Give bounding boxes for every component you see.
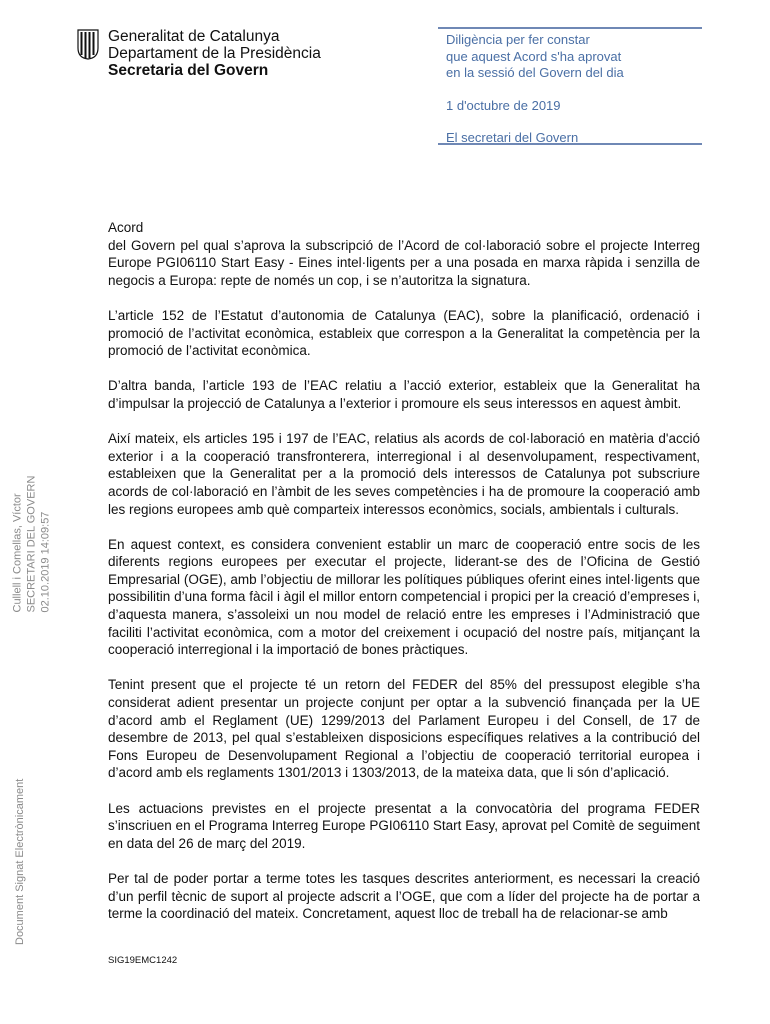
diligence-box <box>438 27 702 145</box>
document-subject: del Govern pel qual s’aprova la subscripció de l’Acord de col·laboració sobre el projecte Interreg Europe PGI06110 Start Easy - Eines intel·ligents per a una posada en marxa ràpida i senzilla de negocis a Europa: repte de només un cop, i se n’autoritza la signatura. <box>108 237 700 288</box>
signer-name: Cullell i Comellas, Víctor <box>11 492 24 612</box>
paragraph: L’article 152 de l’Estatut d’autonomia de Catalunya (EAC), sobre la planificació, ordenació i promoció de l’activitat econòmica, estableix que correspon a la Generalitat la competència per la promoció de l’activitat econòmica. <box>108 307 700 359</box>
electronic-signature-note <box>14 770 34 945</box>
organization-header <box>108 28 321 79</box>
paragraph: En aquest context, es considera convenient establir un marc de cooperació entre socis de les diferents regions europees per executar el projecte, liderant-se des de l’Oficina de Gestió Empresarial (OGE), amb l’objectiu de millorar les polítiques públiques oferint eines intel·ligents que possibilitin d’una forma fàcil i àgil el millor entorn competencial i propici per la creació d’empreses i, d’aquesta manera, s’assoleixi un nou model de relació entre les empreses i l’Administració que faciliti l’activitat econòmica, com a motor del creixement i ocupació del nostre país, mitjançant la cooperació interregional i la importació de bones pràctiques. <box>108 536 700 658</box>
diligence-line-2: que aquest Acord s'ha aprovat <box>446 48 622 64</box>
diligence-line-1: Diligència per fer constar <box>446 32 590 47</box>
catalan-flag-icon <box>76 28 100 60</box>
document-code: SIG19EMC1242 <box>108 955 178 966</box>
signature-stamp <box>12 462 52 612</box>
signature-timestamp: 02.10.2019 14:09:57 <box>39 511 52 612</box>
approval-date: 1 d'octubre de 2019 <box>446 97 561 113</box>
paragraph: D’altra banda, l’article 193 de l’EAC relatiu a l’acció exterior, estableix que la Generalitat ha d’impulsar la projecció de Catalunya a l’exterior i promoure els seus interessos en aquest àmbit. <box>108 378 700 411</box>
diligence-line-3: en la sessió del Govern del dia <box>446 65 624 80</box>
paragraph: Per tal de poder portar a terme totes les tasques descrites anteriorment, es necessari la creació d’un perfil tècnic de suport al projecte adscrit a l’OGE, que com a líder del projecte ha de portar a terme la coordinació del mateix. Concretament, aquest lloc de treball ha de relacionar-se amb <box>108 870 700 922</box>
paragraph: Tenint present que el projecte té un retorn del FEDER del 85% del pressupost elegible s’ha considerat adient presentar un projecte conjunt per optar a la subvenció finançada per la UE d’acord amb el Reglament (UE) 1299/2013 del Parlament Europeu i del Consell, de 17 de desembre de 2013, pel qual s’estableixen disposicions específiques relatives a la contribució del Fons Europeu de Desenvolupament Regional a l’objectiu de cooperació territorial europea i d’acord amb els reglaments 1301/2013 i 1303/2013, de la mateixa data, que li són d’aplicació. <box>108 677 700 781</box>
signer-role: SECRETARI DEL GOVERN <box>25 475 38 612</box>
document-body <box>108 219 700 940</box>
secretary-label: El secretari del Govern <box>446 130 579 145</box>
department-name: Departament de la Presidència <box>108 45 321 62</box>
paragraph: Les actuacions previstes en el projecte presentat a la convocatòria del programa FEDER s’inscriuen en el Programa Interreg Europe PGI06110 Start Easy, aprovat pel Comitè de seguiment en data del 26 de març del 2019. <box>108 800 700 851</box>
org-name: Generalitat de Catalunya <box>108 28 280 45</box>
document-title: Acord <box>108 220 144 235</box>
secretariat-name: Secretaria del Govern <box>108 62 269 79</box>
signed-label: Document Signat Electrònicament <box>14 778 26 945</box>
paragraph: Així mateix, els articles 195 i 197 de l’EAC, relatius als acords de col·laboració en matèria d'acció exterior i a la cooperació transfronterera, interregional i al desenvolupament, respectivament, estableixen que la Generalitat per a la promoció dels interessos de Catalunya pot subscriure acords de col·laboració en l’àmbit de les seves competències i ha de promoure la cooperació amb les regions europees amb què comparteix interessos econòmics, socials, ambientals i culturals. <box>108 431 700 517</box>
title-block <box>108 219 700 289</box>
